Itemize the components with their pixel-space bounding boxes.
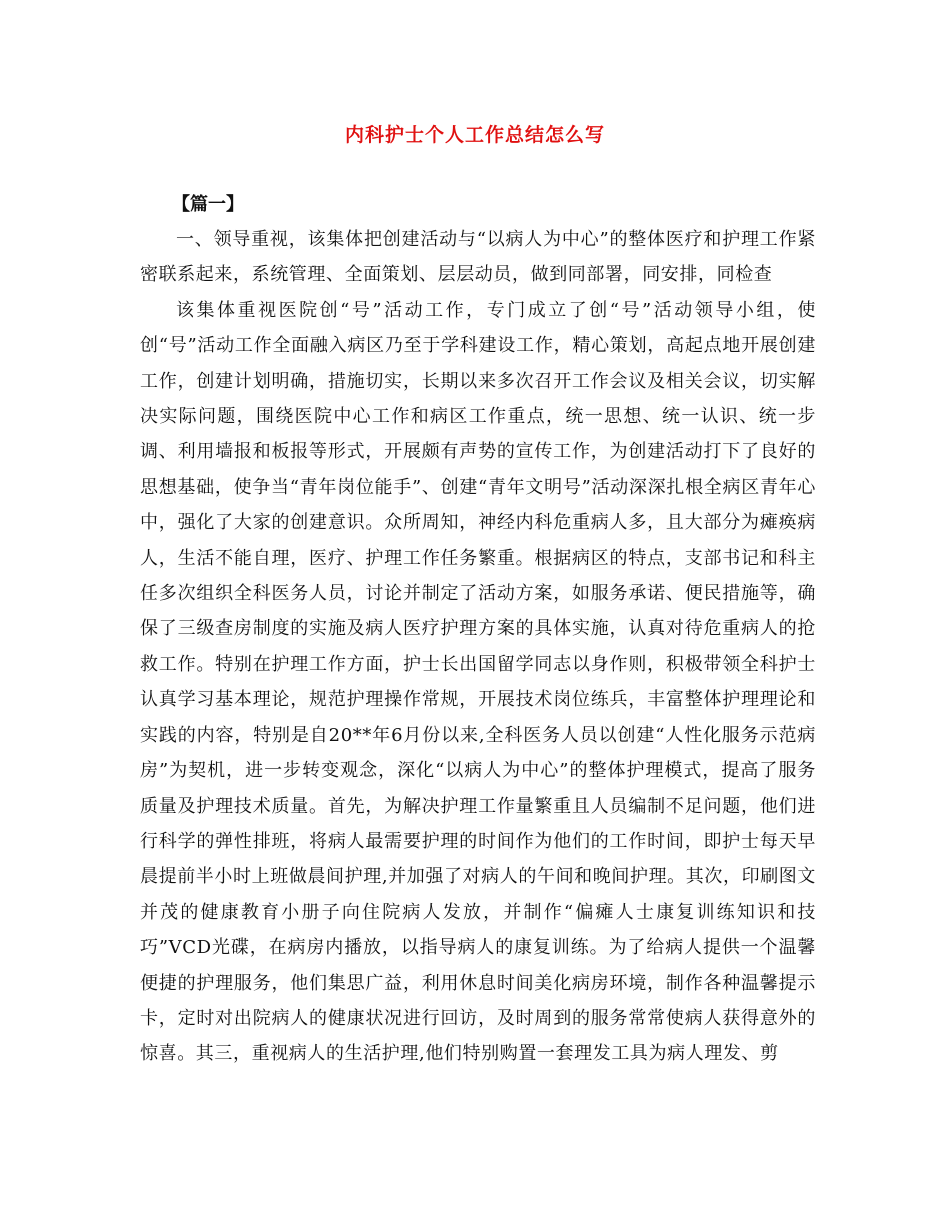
- document-title: 内科护士个人工作总结怎么写: [344, 124, 605, 146]
- paragraph-1: 一、领导重视，该集体把创建活动与“以病人为中心”的整体医疗和护理工作紧密联系起来，系统管理、全面策划、层层动员，做到同部署，同安排，同检查: [140, 229, 816, 286]
- paragraph-2: 该集体重视医院创“号”活动工作，专门成立了创“号”活动领导小组，使创“号”活动工作全面融入病区乃至于学科建设工作，精心策划，高起点地开展创建工作，创建计划明确，措施切实，长期以来多次召开工作会议及相关会议，切实解决实际问题，围绕医院中心工作和病区工作重点，统一思想、统一认识、统一步调、利用墙报和板报等形式，开展颇有声势的宣传工作，为创建活动打下了良好的思想基础，使争当“青年岗位能手”、创建“青年文明号”活动深深扎根全病区青年心中，强化了大家的创建意识。众所周知，神经内科危重病人多，且大部分为瘫痪病人，生活不能自理，医疗、护理工作任务繁重。根据病区的特点，支部书记和科主任多次组织全科医务人员，讨论并制定了活动方案，如服务承诺、便民措施等，确保了三级查房制度的实施及病人医疗护理方案的具体实施，认真对待危重病人的抢救工作。特别在护理工作方面，护士长出国留学同志以身作则，积极带领全科护士认真学习基本理论，规范护理操作常规，开展技术岗位练兵，丰富整体护理理论和实践的内容，特别是自20**年6月份以来,全科医务人员以创建“人性化服务示范病房”为契机，进一步转变观念，深化“以病人为中心”的整体护理模式，提高了服务质量及护理技术质量。首先，为解决护理工作量繁重且人员编制不足问题，他们进行科学的弹性排班，将病人最需要护理的时间作为他们的工作时间，即护士每天早晨提前半小时上班做晨间护理,并加强了对病人的午间和晚间护理。其次，印刷图文并茂的健康教育小册子向住院病人发放，并制作“偏瘫人士康复训练知识和技巧”VCD光碟，在病房内播放，以指导病人的康复训练。为了给病人提供一个温馨便捷的护理服务，他们集思广益，利用休息时间美化病房环境，制作各种温馨提示卡，定时对出院病人的健康状况进行回访，及时周到的服务常常使病人获得意外的惊喜。其三，重视病人的生活护理,他们特别购置一套理发工具为病人理发、剪: [140, 299, 816, 1065]
- section-heading: 【篇一】: [172, 194, 244, 215]
- document-body: [140, 222, 816, 1072]
